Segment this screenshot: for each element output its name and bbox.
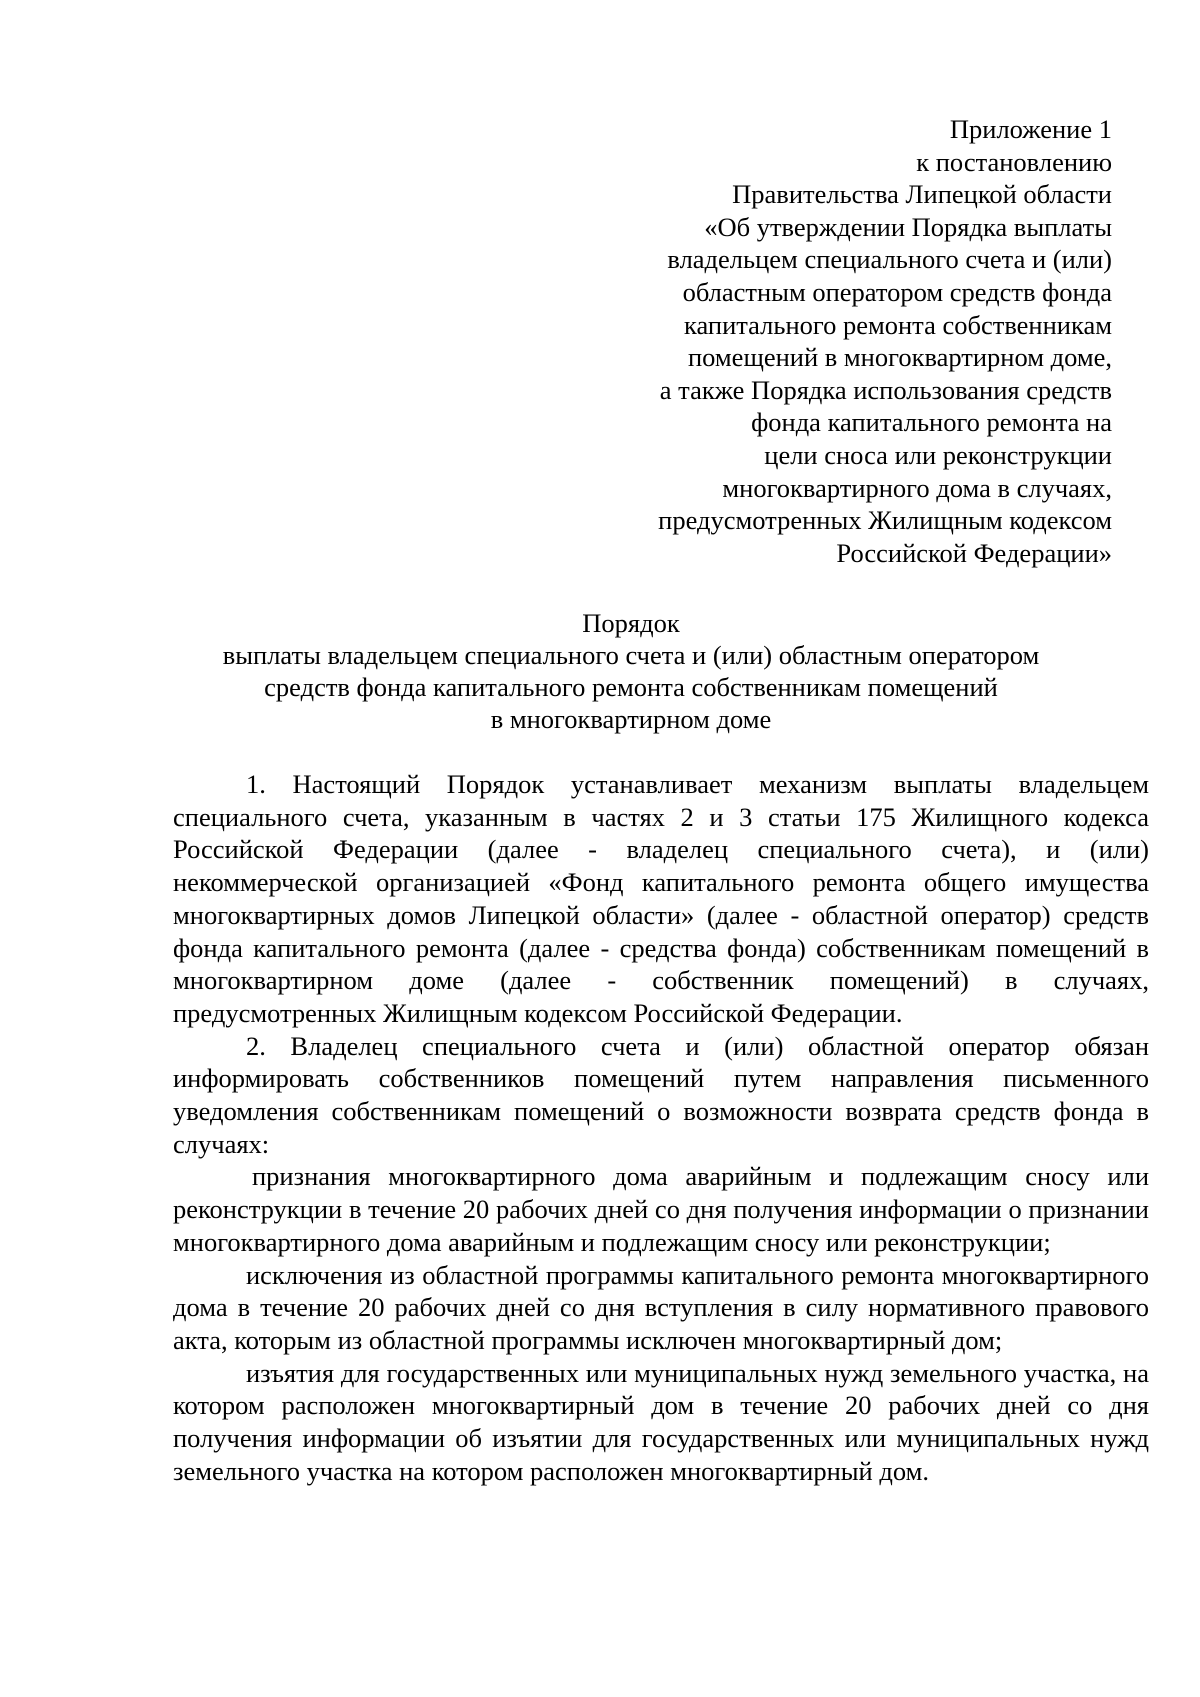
- appendix-line: цели сноса или реконструкции: [764, 439, 1112, 470]
- case-item-land-seizure: изъятия для государственных или муниципальных нужд земельного участка, на котором расположен многоквартирный дом в течение 20 рабочих дней со дня получения информации об изъятии для государственных или муниципальных нужд земельного участка на котором расположен многоквартирный дом.: [173, 1357, 1149, 1486]
- case-item-exclusion: исключения из областной программы капитального ремонта многоквартирного дома в течение 20 рабочих дней со дня вступления в силу нормативного правового акта, которым из областной программы исключен многоквартирный дом;: [173, 1259, 1149, 1355]
- title-line: в многоквартирном доме: [490, 704, 772, 734]
- appendix-line: к постановлению: [916, 146, 1112, 177]
- title-line: средств фонда капитального ремонта собственникам помещений: [264, 672, 998, 702]
- appendix-line: предусмотренных Жилищным кодексом: [658, 505, 1112, 536]
- title-heading: Порядок: [582, 608, 680, 638]
- appendix-line: фонда капитального ремонта на: [751, 407, 1112, 438]
- appendix-line: а также Порядка использования средств: [659, 374, 1112, 405]
- appendix-line: капитального ремонта собственникам: [684, 309, 1112, 340]
- appendix-line: «Об утверждении Порядка выплаты: [704, 211, 1112, 242]
- appendix-line: Российской Федерации»: [836, 537, 1112, 568]
- appendix-line: Правительства Липецкой области: [732, 179, 1112, 210]
- appendix-line: многоквартирного дома в случаях,: [722, 472, 1112, 503]
- appendix-line: помещений в многоквартирном доме,: [687, 342, 1112, 373]
- case-item-emergency: признания многоквартирного дома аварийным и подлежащим сносу или реконструкции в течение 20 рабочих дней со дня получения информации о признании многоквартирного дома аварийным и подлежащим сносу или реконструкции;: [173, 1161, 1149, 1257]
- appendix-line: областным оператором средств фонда: [682, 276, 1112, 307]
- title-line: выплаты владельцем специального счета и (или) областным оператором: [222, 640, 1040, 670]
- paragraph-2: 2. Владелец специального счета и (или) областной оператор обязан информировать собственников помещений путем направления письменного уведомления собственникам помещений о возможности возврата средств фонда в случаях:: [173, 1030, 1149, 1159]
- paragraph-1: 1. Настоящий Порядок устанавливает механизм выплаты владельцем специального счета, указанным в частях 2 и 3 статьи 175 Жилищного кодекса Российской Федерации (далее - владелец специального счета), и (или) некоммерческой организацией «Фонд капитального ремонта общего имущества многоквартирных домов Липецкой области» (далее - областной оператор) средств фонда капитального ремонта (далее - средства фонда) собственникам помещений в многоквартирном доме (далее - собственник помещений) в случаях, предусмотренных Жилищным кодексом Российской Федерации.: [173, 769, 1149, 1028]
- appendix-header: [552, 113, 1112, 569]
- document-title: [150, 607, 1112, 735]
- document-body: [173, 768, 1149, 1487]
- appendix-line: владельцем специального счета и (или): [667, 244, 1112, 275]
- appendix-line: Приложение 1: [949, 114, 1112, 144]
